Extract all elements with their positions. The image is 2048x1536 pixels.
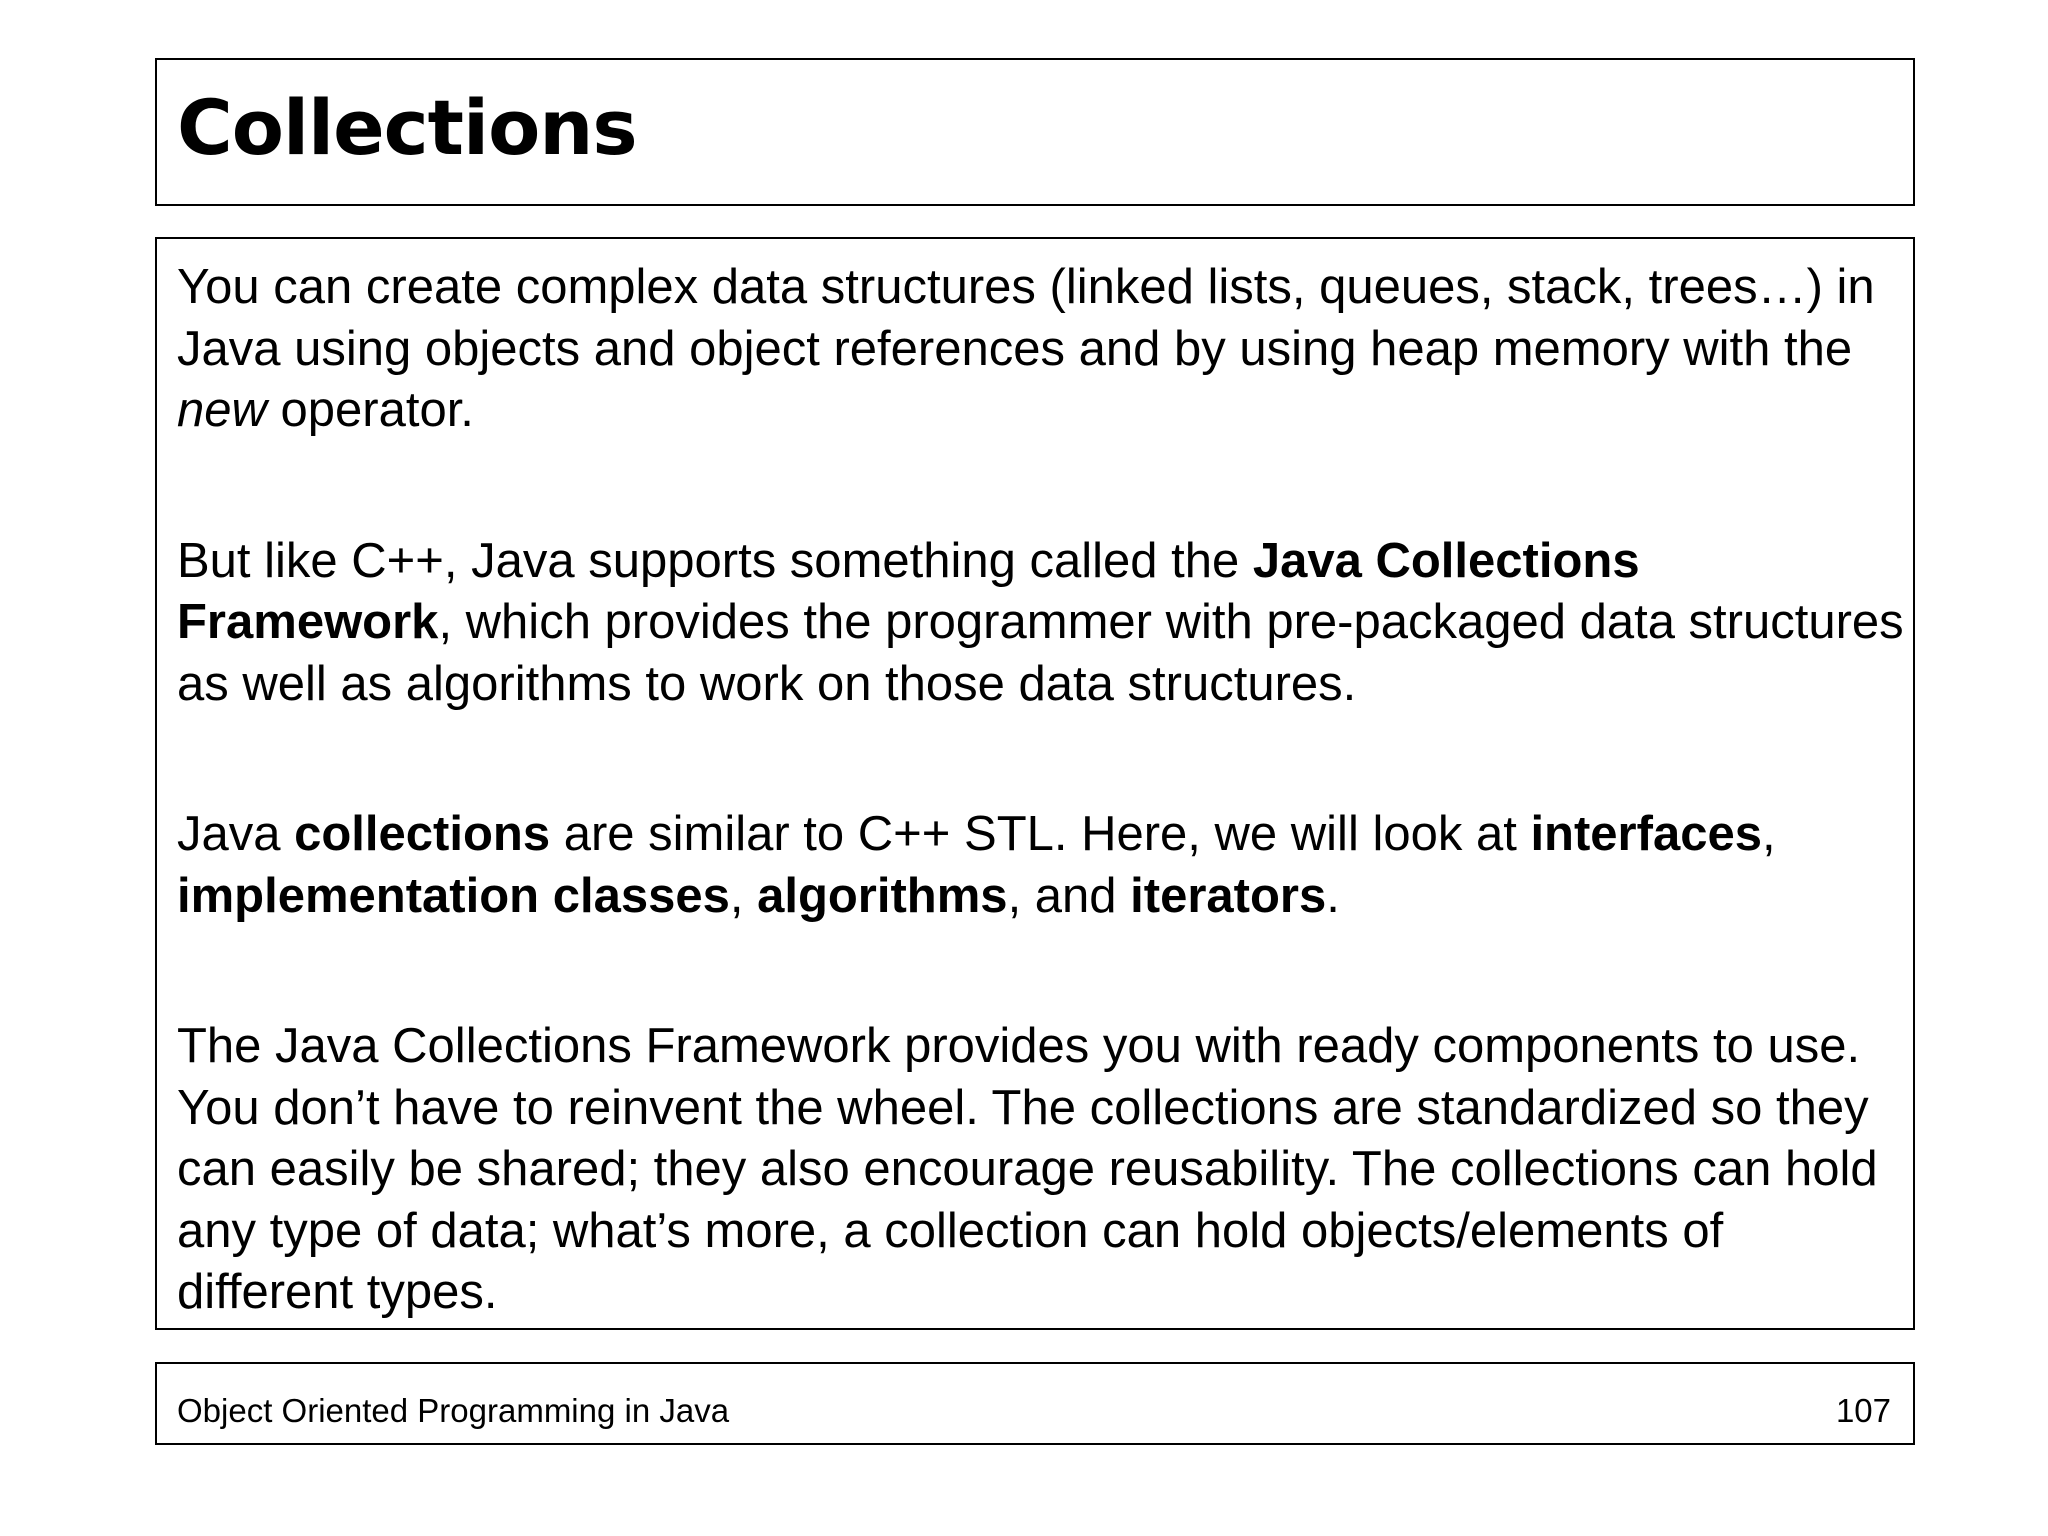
paragraph-text: , [1761,807,1776,861]
paragraph-data-structures [177,257,1907,442]
term-implementation-classes: implementation classes [177,868,730,923]
page-number: 107 [1835,1392,1891,1429]
paragraph-text: Java [177,807,295,861]
slide-body [177,257,1907,1324]
paragraph-collections-framework [177,531,1907,716]
paragraph-stl-comparison [177,804,1907,927]
paragraph-text: . [1326,868,1340,923]
paragraph-text: The Java Collections Framework provides you with ready components to use. You don’t have to reinvent the wheel. The collections are standardized so they can easily be shared; they also encourage reusability. The collections can hold any type of data; what’s more, a collection can hold objects/elements of different types. [177,1019,1878,1319]
paragraph-text: But like C++, Java supports something called the [177,533,1253,588]
slide-title: Collections [177,83,637,172]
paragraph-framework-benefits [177,1016,1907,1324]
term-algorithms: algorithms [757,868,1008,923]
paragraph-text: operator. [266,383,474,437]
term-collections: collections [294,807,551,861]
slide-content-box [155,237,1915,1330]
slide-footer [155,1362,1915,1445]
paragraph-text: , and [1007,868,1131,923]
footer-course-title: Object Oriented Programming in Java [177,1392,730,1429]
paragraph-text: are similar to C++ STL. Here, we will look at [550,807,1531,861]
term-java-collections-framework: Java Collections Framework [177,533,1640,649]
paragraph-text: , [729,868,758,923]
term-iterators: iterators [1130,868,1327,923]
slide-title-box [155,58,1915,206]
paragraph-text: , which provides the programmer with pre-packaged data structures as well as algorithms to work on those data structures. [177,595,1904,711]
paragraph-text: You can create complex data structures (linked lists, queues, stack, trees…) in Java using objects and object references and by using heap memory with the [177,260,1875,376]
keyword-new: new [177,383,267,437]
term-interfaces: interfaces [1530,807,1762,861]
